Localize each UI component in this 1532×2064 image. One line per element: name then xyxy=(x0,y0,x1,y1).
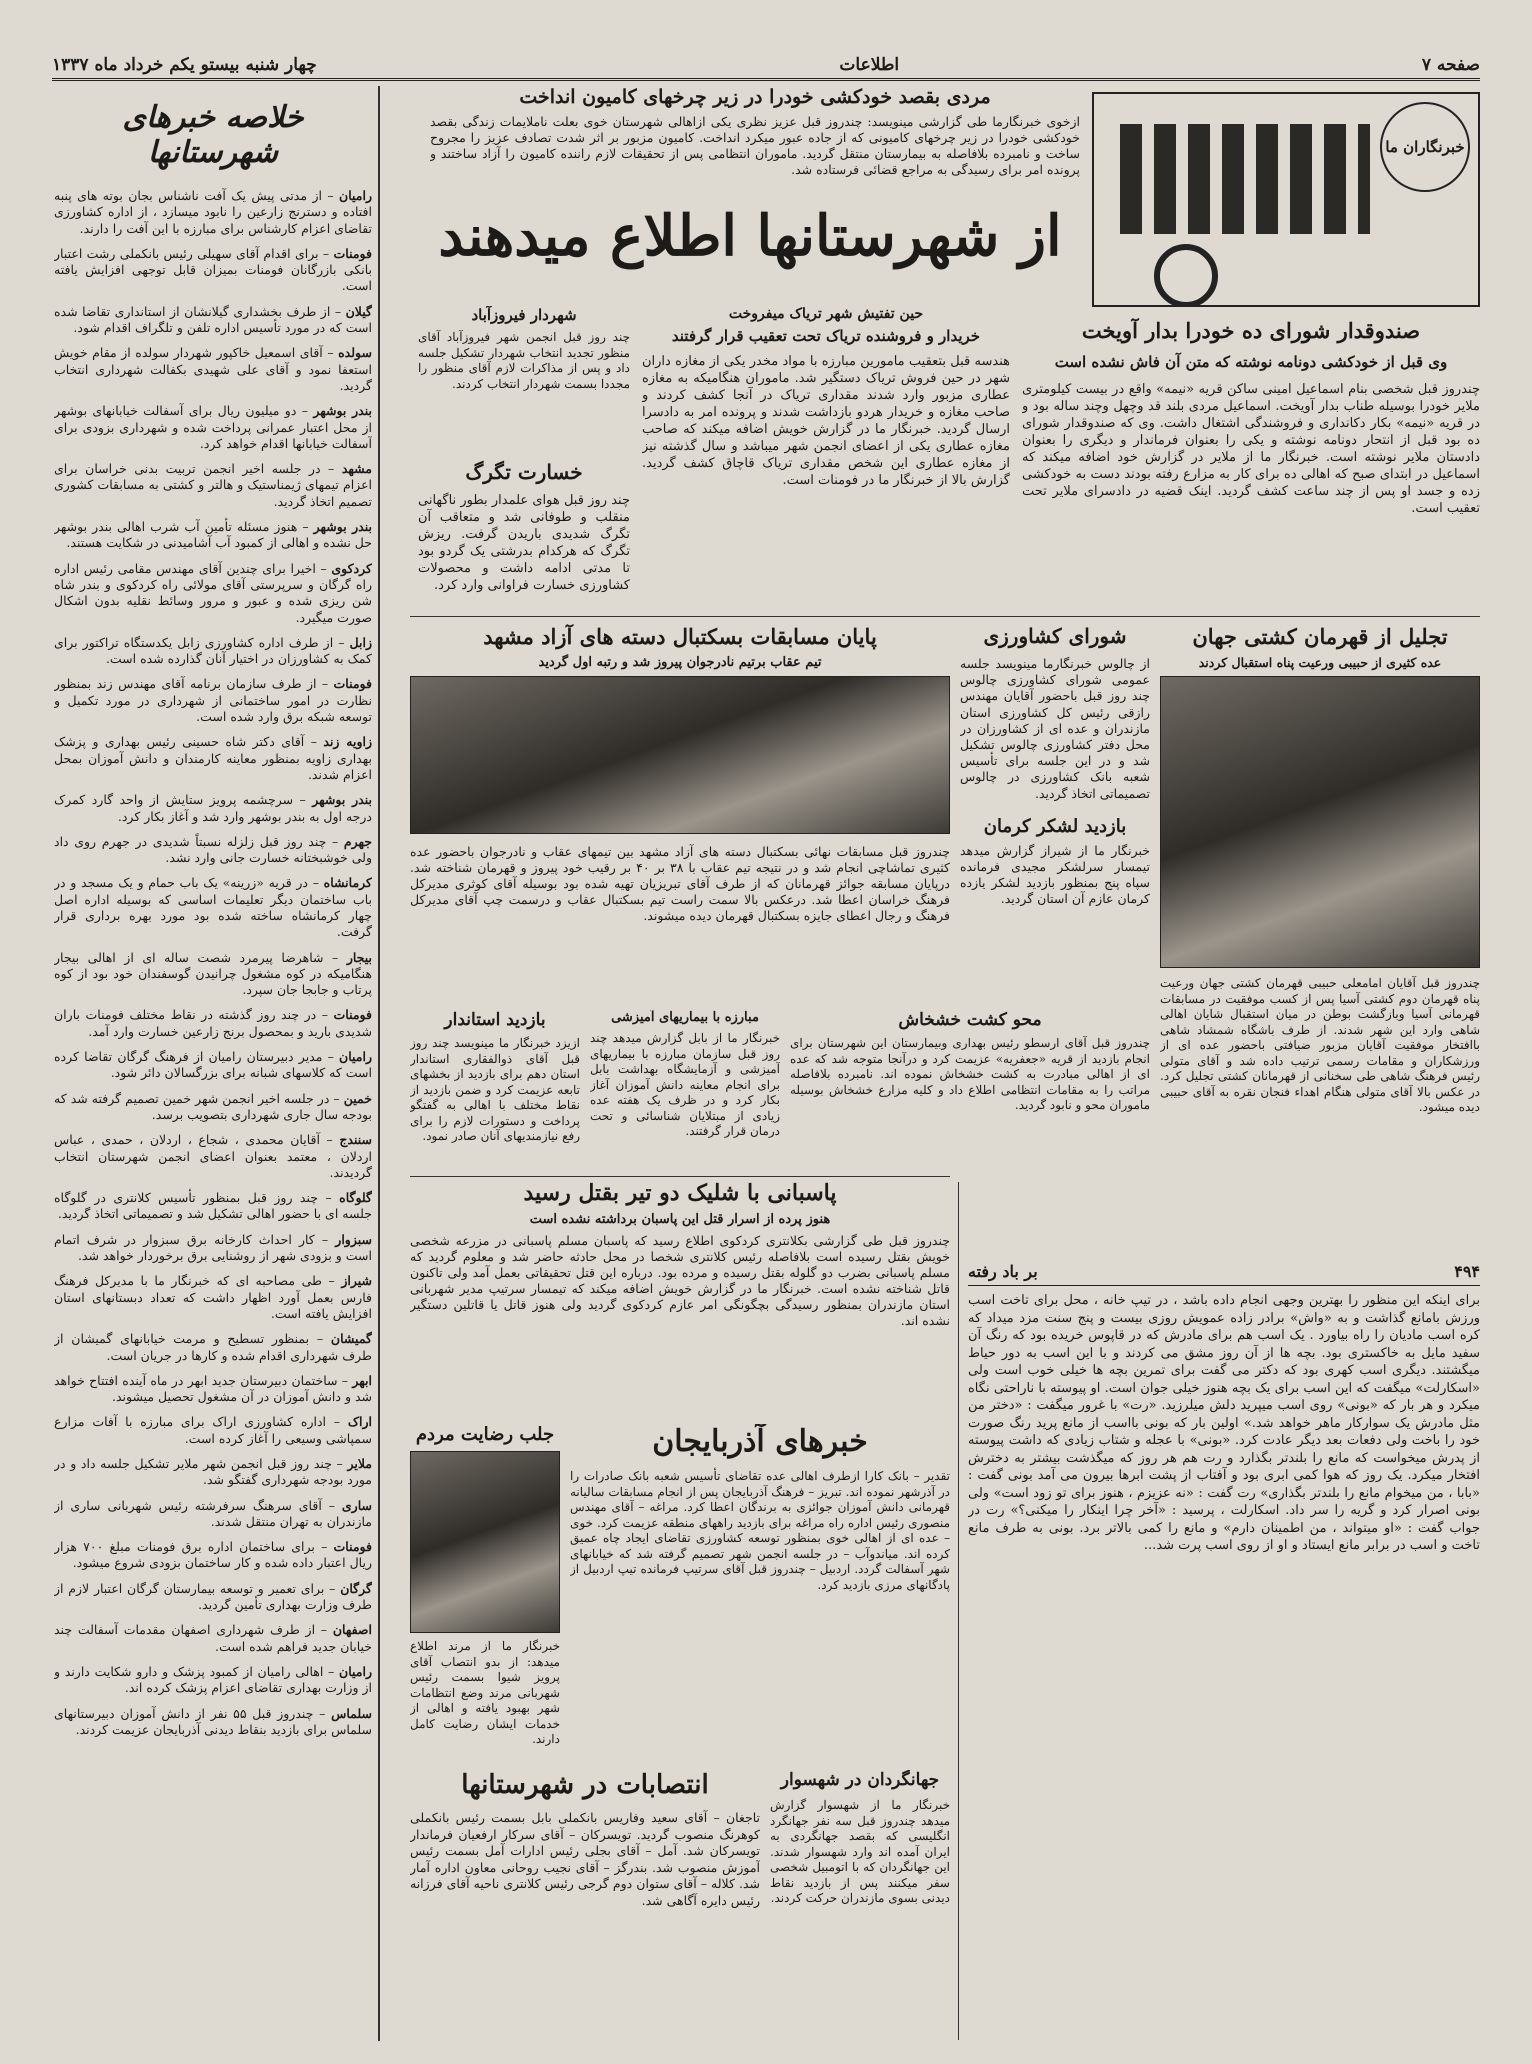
summary-item-city: ابهر xyxy=(352,1372,372,1388)
gratitude-title: جلب رضایت مردم xyxy=(415,1424,555,1445)
summary-item-text: – برای تعمیر و توسعه بیمارستان گرگان اعتبار لازم از طرف وزارت بهداری تأمین گردید. xyxy=(54,1580,372,1613)
summary-item xyxy=(54,1007,372,1040)
wrestler-subhead: عده کثیری از حبیبی ورعیت پناه استقبال کردند xyxy=(1198,655,1442,670)
summary-item-text: – آقایان محمدی ، شجاع ، اردلان ، حمدی ، عباس اردلان ، معتمد بعنوان اعضای انجمن شهرستان انتخاب گردیدند. xyxy=(54,1132,372,1180)
summary-item xyxy=(54,1049,372,1082)
summary-item-city: بندر بوشهر xyxy=(313,403,372,419)
gratitude-body: خبرنگار ما از مرند اطلاع میدهد: از بدو انتصاب آقای پرویز شیوا بسمت رئیس شهربانی مرند وضع انتظامات شهر بهبود یافته و اهالی از خدمات ایشان رضایت کامل دارند. xyxy=(410,1639,560,1746)
column-rule xyxy=(378,86,380,2041)
section-rule xyxy=(410,1176,950,1177)
summary-item xyxy=(54,1414,372,1447)
appointments-body: تاجغان – آقای سعید وفاریس بانکملی بابل بسمت رئیس بانکملی کوهرنگ منصوب گردید. تویسرکان – آقای سرکار ارفعیان فرماندار تویسرکان شد. آمل – آقای بجلی رئیس ادارات آمل بسمت رئیس آموزش منصوب شد. بندرگز – آقای نجیب روحانی معاون اداره آمار شد. کلاله – آقای ستوان دوم گرجی رئیس کلانتری ناحیه آقای فرزانه رئیس دایره آگاهی شد. xyxy=(410,1810,760,1908)
summary-item-text: – از طرف اداره کشاورزی زابل یکدستگاه تراکتور برای کمک به کشاورزان در اختیار آنان گذارده شده است. xyxy=(54,634,372,667)
azerbaijan-title: خبرهای آذربایجان xyxy=(652,1424,868,1459)
summary-item xyxy=(54,1373,372,1406)
summary-item-text: – دو میلیون ریال برای آسفالت خیابانهای بوشهر از محل اعتبار عمرانی پرداخت شده و شهرداری بزودی برای آسفالت خیابانها اقدام خواهد کرد. xyxy=(54,403,372,451)
wrestler-body: چندروز قبل آقایان امامعلی حبیبی قهرمان کشتی جهان ورعیت پناه قهرمان دوم کشتی آسیا پس از کسب موفقیت در مسابقات قهرمانی آسیا وبازگشت بوطن در میان استقبال شایان اهالی شاهی وارد این شهر شدند. از طرف باشگاه شمشاد شاهی باافتخار موفقیت آقایان مزبور ضیافتی باحضور عده ای از ورزشکاران و مقامات رسمی ترتیب داده شد و آقای متولی رئیس فرهنگ شاهی طی سخنانی از قهرمانان کشتی تجلیل کرد. در عکس بالا آقای متولی هنگام اهداء فنجان نقره به آقای حبیبی دیده میشود. xyxy=(1160,976,1480,1114)
serial-title: بر باد رفته xyxy=(968,1262,1038,1281)
summary-item-city: سولده xyxy=(338,345,372,361)
gratitude-story xyxy=(410,1424,560,1764)
summary-item-city: رامیان xyxy=(339,1049,372,1065)
summary-item xyxy=(54,1331,372,1364)
summary-item xyxy=(54,1706,372,1739)
brick-pattern xyxy=(1120,124,1370,234)
police-body: چندروز قبل طی گزارشی بکلانتری کردکوی اطلاع رسید که پاسبان مسلم پاسبانی در مزرعه شخصی خویش بقتل رسیده است بلافاصله رئیس کلانتری شخصا در محل حادثه حاضر شد و معلوم گردید که مسلم پاسبانی بضرب دو گلوله بقتل رسیده و مرده بود. درباره این قتل تحقیقاتی بعمل آمد ولی تاکنون قاتل شناخته نشده است. خبرنگار ما در گزارش خویش اضافه میکند که تیمسار سرتیپ مدیر شهربانی استان مازندران بمنظور رسیدگی بچگونگی امر عازم کردکوی گردید ولی هنوز قاتل یا قاتلین دستگیر نشده اند. xyxy=(410,1233,950,1328)
hail-body: چند روز قبل هوای علمدار بطور ناگهانی منقلب و طوفانی شد و متعاقب آن تگرگ شدیدی باریدن گرفت. ریزش تگرگ که هرکدام بدرشتی یک گردو بود تا مدتی ادامه داشت و محصولات کشاورزی خسارت فراوانی وارد کرد. xyxy=(418,493,630,593)
army-body: خبرنگار ما از شیراز گزارش میدهد تیمسار سرلشکر مجیدی فرمانده سپاه پنج بمنظور بازدید لشکر یازده کرمان عازم آن استان گردید. xyxy=(960,842,1150,907)
council-story xyxy=(1022,318,1480,618)
summary-list xyxy=(54,188,372,1738)
appointments-title: انتصابات در شهرستانها xyxy=(461,1770,709,1800)
summary-item-city: بندر بوشهر xyxy=(313,519,372,535)
summary-item-text: – اهالی رامیان از کمبود پزشک و دارو شکایت دارند و از وزارت بهداری تقاضای اعزام پزشک کرده اند. xyxy=(54,1663,372,1696)
summary-item xyxy=(54,1456,372,1489)
summary-item-city: زابل xyxy=(349,634,372,650)
basketball-body: چندروز قبل مسابقات نهائی بسکتبال دسته های آزاد مشهد بین تیمهای عقاب و نادرجوان باحضور عده کثیری تماشاچی انجام شد و در نتیجه تیم عقاب با ۳۸ بر ۴۰ بر رقیب خود پیروز و قهرمان شناخته شد. درپایان مسابقه جوائز قهرمانان که از طرف آقای تبریزیان تهیه شده بود بوسیله آقای کوثری مدیرکل فرهنگ خراسان اعطا شد. درعکس بالا سمت راست تیم بسکتبال عقاب و درسمت چپ آقای مدیرکل فرهنگ و رجال اعطای جایزه بسکتبال قهرمان دیده میشوند. xyxy=(410,844,950,923)
summary-item-city: جهرم xyxy=(343,833,372,849)
summary-item-city: اصفهان xyxy=(332,1622,372,1638)
agri-title: شورای کشاورزی xyxy=(983,624,1127,648)
summary-item-city: کردکوی xyxy=(331,560,372,576)
summary-item xyxy=(54,304,372,337)
summary-item xyxy=(54,676,372,725)
summary-item-city: رامیان xyxy=(339,1663,372,1679)
summary-item-city: ساری xyxy=(341,1497,372,1513)
banner-title: از شهرستانها اطلاع میدهند xyxy=(438,203,1062,269)
summary-item xyxy=(54,834,372,867)
appointments-story xyxy=(410,1770,760,2040)
summary-item xyxy=(54,561,372,626)
summary-item xyxy=(54,1622,372,1655)
summary-item-city: فومنات xyxy=(333,245,372,261)
summary-item-city: فومنات xyxy=(333,1539,372,1555)
tourist-story xyxy=(770,1770,950,2040)
summary-item xyxy=(54,635,372,668)
summary-item-text: – هنوز مسئله تأمین آب شرب اهالی بندر بوشهر حل نشده و اهالی از کمبود آب آشامیدنی در شکایت هستند. xyxy=(54,519,372,551)
firouzabad-body: چند روز قبل انجمن شهر فیروزآباد آقای منظور تجدید انتخاب شهردار تشکیل جلسه داد و پس از مذاکرات لازم آقای منظور را مجددا بسمت شهردار انتخاب کردند. xyxy=(418,330,630,391)
council-subhead: وی قبل از خودکشی دونامه نوشته که متن آن فاش نشده است xyxy=(1054,353,1448,371)
summary-item xyxy=(54,950,372,999)
summary-item xyxy=(54,1132,372,1181)
serial-body: برای اینکه این منظور را بهترین وجهی انجام داده باشد ، در تیپ خانه ، محل برای تاخت اسب ورزش بامانع گذاشت و به «واش» برادر زاده عمویش روزی بیست و پنج سنت مزد میداد که کره اسب مادیان را راه بیاورد . یک اسب هم برای مادرش که در قاپوس خریده بود که رنگ آن سفید مایل به خاکستری بود. بچه ها از آن روز مشق می کردند و با این اسب به دور حیاط میگشتند. دیگری اسب کهری بود که دکتر می گفت برای تمرین بچه ها خیلی خوب است ولی «اسکارلت» میگفت که این اسب برای یک بچه هنوز خیلی جوان است. او پیوسته با ناراحتی نگاه میکرد و هر بار که «بونی» روی اسب میپرید دلش میلرزید. «رت» با غرور میگفت : «دختر من مثل مادرش یک سوارکار ماهر خواهد شد.» اولین بار که بونی بااسب از مانع پرید رنگ صورت خود را باخت ولی دفعات بعد دیگر عادت کرد. «بونی» با عجله و شتاب زیادی که داشت پیوسته از پدرش میخواست که مانع را بلندتر بگذارد و رت هم هر روز که میگذشت بیشتر به دخترش افتخار میکرد. یک روز که هوا کمی ابری بود و آفتاب از پشت ابرها بیرون می آمد بونی گفت : «بابا ، من میخوام مانع را بلندتر بگذاری» رت گفت : «نه عزیزم ، هنوز برای تو زود است» ولی بونی اصرار کرد و گریه را سر داد. اسکارلت ، پرسید : «آخر چرا اینکار را میکنی؟» رت در جواب گفت : «او میتواند ، من اطمینان دارم» و مانع را کمی بالاتر برد. بونی به طرف مانع تاخت و اسب در برابر مانع ایستاد و او از روی اسب پرت شد... xyxy=(968,1293,1480,1553)
summary-item-text: – اخیرا برای چندین آقای مهندس مقامی رئیس اداره راه گرگان و سرپرستی آقای مولائی راه کردکوی و بندر شاه شن ریزی شده و عبور و مرور وسائط نقلیه بدون اشکال صورت میگیرد. xyxy=(54,560,372,625)
summary-column xyxy=(54,90,372,2040)
tourist-title: جهانگردان در شهسوار xyxy=(780,1770,940,1790)
summary-item xyxy=(54,1091,372,1124)
summary-item-text: – ساختمان دبیرستان جدید ابهر در ماه آینده افتتاح خواهد شد و دانش آموزان در آن مشغول تحصیل میشوند. xyxy=(54,1372,372,1405)
wrestler-story xyxy=(1160,624,1480,1144)
summary-item-city: گمیشان xyxy=(330,1331,372,1347)
malaria-story xyxy=(590,1010,780,1170)
summary-title: خلاصه خبرهای شهرستانها xyxy=(122,100,304,170)
issue-date: چهار شنبه بیستو یکم خرداد ماه ۱۳۳۷ xyxy=(52,55,317,75)
summary-item-text: – چندروز قبل ۵۵ نفر از دانش آموزان دبیرستانهای سلماس برای بازدید بنقاط دیدنی آذربایجان عزیمت کردند. xyxy=(54,1705,372,1737)
summary-item-text: – در جلسه اخیر انجمن شهر خمین تصمیم گرفته شد که بودجه سال جاری شهرداری بتصویب برسد. xyxy=(54,1090,372,1122)
basketball-team-photo xyxy=(410,676,950,834)
opium-body: هندسه قبل بتعقیب مامورین مبارزه با مواد مخدر یکی از مغازه داران شهر در حین فروش تریاک دستگیر شد. ماموران هنگامیکه به مغازه عطاری مزبور وارد شدند مقداری تریاک در آنجا کشف کردند و صاحب مغازه و خریدار هردو بازداشت شدند و پرونده امر به دادسرا ارسال گردید. خبرنگار ما در گزارش خویش اضافه میکند که صاحب مغازه عطاری یکی از اعضای انجمن شهر میباشد و سال گذشته نیز از مغازه عطاری این شخص مقداری تریاک قاچاق کشف گردید. گزارش بالا از خبرنگار ما در فومنات است. xyxy=(642,354,1010,488)
police-story xyxy=(410,1180,950,1430)
summary-item-text: – سرچشمه پرویز ستایش از واحد گارد کمرک درجه اول به بندر بوشهر وارد شد و آغاز بکار کرد. xyxy=(54,792,372,824)
summary-item-text: – در چند روز گذشته در نقاط مختلف فومنات باران شدیدی بارید و بمحصول برنج زارعین خسارت وارد آمد. xyxy=(54,1007,372,1039)
summary-item-city: خمین xyxy=(343,1090,372,1106)
poppy-title: محو کشت خشخاش xyxy=(898,1010,1042,1030)
badge-logo: خبرنگاران ما xyxy=(1380,102,1470,192)
masthead xyxy=(52,52,1480,81)
summary-item xyxy=(54,1232,372,1265)
azerbaijan-body: تقدیر – بانک کارا ازطرف اهالی عده تقاضای تأسیس شعبه بانک صادرات را در آذرشهر نموده اند. تبریز – فرهنگ آذربایجان پس از انجام مسابقات سالیانه قهرمانی دانش آموزان جوائزی به برندگان اعطا کرد. مراغه – آقای مهندس منصوری رئیس اداره راه مراغه برای بازدید راههای منطقه عزیمت کرد. خوی – عده ای از اهالی خوی بمنظور توسعه کشاورزی تقاضای ایجاد چاه عمیق کرده اند. میاندوآب – در جلسه انجمن شهر تصمیم گرفته شد که خیابانهای شهر آسفالت گردد. اردبیل – چندروز قبل آقای سرتیپ فرمانده تیپ اردبیل از پادگانهای مرزی بازدید کرد. xyxy=(570,1469,950,1592)
summary-item-city: شیراز xyxy=(341,1273,372,1289)
summary-item xyxy=(54,792,372,825)
summary-item-text: – از مدتی پیش یک آفت ناشناس بجان بوته های پنبه افتاده و دسترنج زارعین را نابود میسازد ، از اداره کشاورزی تقاضای اعزام کارشناس برای مبارزه با این آفت را دارند. xyxy=(54,188,372,236)
summary-item xyxy=(54,246,372,295)
page-number: صفحه ۷ xyxy=(1421,55,1480,75)
portrait-photo xyxy=(410,1451,560,1633)
summary-item xyxy=(54,1581,372,1614)
banner-graphic xyxy=(1092,92,1480,307)
governor-title: بازدید استاندار xyxy=(444,1010,546,1030)
top-story-headline: مردی بقصد خودکشی خودرا در زیر چرخهای کامیون انداخت xyxy=(519,86,991,108)
summary-item xyxy=(54,519,372,552)
summary-item-text: – چند روز قبل زلزله نسبتاً شدیدی در جهرم روی داد ولی خوشبختانه خسارت جانی وارد نشد. xyxy=(54,833,372,866)
serial-header xyxy=(968,1262,1480,1286)
summary-item-city: سبزوار xyxy=(335,1231,372,1247)
summary-item xyxy=(54,1273,372,1322)
summary-item-city: سلماس xyxy=(331,1705,372,1721)
serial-number: ۴۹۴ xyxy=(1454,1262,1480,1281)
poppy-story xyxy=(790,1010,1150,1170)
agri-body: از چالوس خبرنگارما مینویسد جلسه عمومی شورای کشاورزی چالوس چند روز قبل باحضور آقایان مهندس رازقی رئیس کل کشاورزی استان مازندران و عده ای از کشاورزان در محل دفتر کشاورزی چالوس تشکیل شد و در این جلسه برای تأسیس شعبه بانک کشاورزی در چالوس تصمیماتی اتخاذ گردید. xyxy=(960,656,1150,801)
summary-item-text: – مدیر دبیرستان رامیان از فرهنگ گرگان تقاضا کرده است که کلاسهای شبانه برای بزرگسالان دائر شود. xyxy=(54,1049,372,1081)
summary-item-text: – در جلسه اخیر انجمن تربیت بدنی خراسان برای اعزام تیمهای ژیمناستیک و هالتر و کشتی به مسابقات کشوری تصمیم اتخاذ گردید. xyxy=(54,461,372,509)
tourist-body: خبرنگار ما از شهسوار گزارش میدهد چندروز قبل سه نفر جهانگرد انگلیسی که بقصد جهانگردی به ایران آمده اند وارد شهسوار شدند. این جهانگردان که با اتومبیل شخصی سفر میکنند پس از بازدید نقاط دیدنی بسوی مازندران حرکت کردند. xyxy=(770,1798,950,1905)
police-headline: پاسبانی با شلیک دو تیر بقتل رسید xyxy=(523,1180,837,1206)
basketball-subhead: تیم عقاب برتیم نادرجوان پیروز شد و رتبه اول گردید xyxy=(538,655,822,670)
summary-item-text: – آقای دکتر شاه حسینی رئیس بهداری و پزشک بهداری زاویه بمنظور معاینه کارمندان و دانش آموزان بمحل اعزام شدند. xyxy=(54,734,372,782)
governor-story xyxy=(410,1010,580,1170)
serial-story xyxy=(968,1262,1480,2040)
governor-body: ازیزد خبرنگار ما مینویسد چند روز قبل آقای ذوالفقاری استاندار استان دهم برای بازدید از بخشهای تابعه عزیمت کرد و ضمن بازدید از نقاط مختلف با اهالی به گفتگو پرداخت و دستورات لازم را برای رفع نیازمندیهای آنان صادر نمود. xyxy=(410,1036,580,1143)
council-headline: صندوقدار شورای ده خودرا بدار آویخت xyxy=(1081,318,1421,343)
section-rule xyxy=(410,616,1480,617)
summary-item-city: گیلان xyxy=(345,303,372,319)
army-title: بازدید لشکر کرمان xyxy=(983,815,1127,837)
summary-item-text: – بمنظور تسطیح و مرمت خیابانهای گمیشان از طرف شهرداری اقدام شده و کارها در جریان است. xyxy=(54,1331,372,1363)
telephone-dial-icon xyxy=(1154,244,1218,307)
summary-item-text: – در قریه «زرینه» یک باب حمام و یک مسجد و در باب ساختمان دیگر تعلیمات اساسی که بوسیله اداره اصل چهار کرمانشاه ساخته شده بود مورد بهره برداری قرار گرفت. xyxy=(54,875,372,940)
opium-kicker: حین تفتیش شهر تریاک میفروخت xyxy=(728,306,924,322)
top-story xyxy=(430,86,1080,191)
summary-item-city: مشهد xyxy=(341,461,372,477)
paper-name: اطلاعات xyxy=(839,55,900,75)
summary-item xyxy=(54,875,372,940)
summary-item-city: بیجار xyxy=(346,949,372,965)
agri-story xyxy=(960,624,1150,994)
hail-title: خسارت تگرگ xyxy=(465,460,583,484)
council-body: چندروز قبل شخصی بنام اسماعیل امینی ساکن قریه «نیمه» واقع در بیست کیلومتری ملایر خودرا بوسیله طناب بدار آویخت. اسماعیل مردی بلند قد وچهل وچند ساله بود و در قریه «نیمه» بکار دکانداری و فروشندگی اشتغال داشت. وی که صندوقدار شورای ده بود قبل از انتحار دونامه نوشته و یکی را بعنوان فرماندار و دیگری را بعنوان دادستان ملایر نوشته است. خبرنگار ما از ملایر در گزارش خود اضافه میکند که اسماعیل در ابتدای صبح که اهالی ده برای کار به مزارع رفته بودند دست به خودکشی زده و جسد او پس از چند ساعت کشف گردید. اینک قضیه در دادسرای ملایر تحت تعقیب است. xyxy=(1022,382,1480,516)
firouzabad-title: شهردار فیروزآباد xyxy=(471,306,577,324)
summary-item-text: – کار احداث کارخانه برق سبزوار در شرف اتمام است و بزودی شهر از روشنایی برق برخوردار خواهد شد. xyxy=(54,1231,372,1264)
top-story-body: ازخوی خبرنگارما طی گزارشی مینویسد: چندروز قبل عزیز نظری یکی ازاهالی شهرستان خوی بعلت ناملایمات زندگی بقصد خودکشی خودرا در زیر چرخهای کامیونی که از جاده عبور میکرد انداخت. کامیون مزبور بر اثر شدت تصادف عزیز را مجروح ساخت و نامبرده بلافاصله به بیمارستان منتقل گردید. ماموران انتظامی پس از تحقیقات لازم راننده کامیون را آزاد ساختند و پرونده امر برای رسیدگی به مراجع قضائی فرستاده شد. xyxy=(430,114,1080,177)
summary-item-city: ملایر xyxy=(347,1456,372,1471)
summary-item-city: سنندج xyxy=(339,1132,372,1148)
summary-item xyxy=(54,461,372,510)
summary-item-text: – آقای سرهنگ سرفرشته رئیس شهربانی ساری از مازندران به تهران منتقل شدند. xyxy=(54,1497,372,1529)
summary-item-city: گلوگاه xyxy=(339,1190,372,1206)
basketball-headline: پایان مسابقات بسکتبال دسته های آزاد مشهد xyxy=(483,624,877,649)
summary-item xyxy=(54,1664,372,1697)
summary-item-text: – برای ساختمان اداره برق فومنات مبلغ ۷۰۰ هزار ریال اعتبار داده شده و کار ساختمان بزودی شروع میشود. xyxy=(54,1539,372,1571)
summary-item-city: گرگان xyxy=(340,1580,372,1596)
summary-item xyxy=(54,1190,372,1223)
summary-item-city: کرمانشاه xyxy=(323,875,372,891)
summary-item xyxy=(54,1498,372,1531)
summary-item-text: – طی مصاحبه ای که خبرنگار ما با مدیرکل فرهنگ فارس بعمل آورد اظهار داشت که تعداد دبستانهای استان افزایش یافته است. xyxy=(54,1273,372,1321)
summary-item-text: – آقای اسمعیل خاکپور شهردار سولده از مقام خویش استعفا نمود و آقای علی شهیدی بکفالت شهرداری انتخاب گردید. xyxy=(54,345,372,393)
summary-item-text: – برای اقدام آقای سهیلی رئیس بانکملی رشت اعتبار بانکی بازرگانان فومنات بمیزان قابل توجهی افزایش یافته است. xyxy=(54,245,372,294)
summary-item-text: – شاهرضا پیرمرد شصت ساله ای از اهالی بیجار هنگامیکه در کوه مشغول چرانیدن گوسفندان خود بود از کوه پرتاب و جابجا جان سپرد. xyxy=(54,949,372,998)
summary-item-text: – از طرف بخشداری گیلانشان از استانداری تقاضا شده است که در مورد تأسیس اداره تلفن و تلگراف اقدام شود. xyxy=(54,303,372,336)
summary-item-city: فومنات xyxy=(333,1007,372,1023)
summary-item-text: – اداره کشاورزی اراک برای مبارزه با آفات مزارع سمپاشی وسیعی را آغاز کرده است. xyxy=(54,1414,372,1446)
basketball-story xyxy=(410,624,950,1004)
hail-story xyxy=(418,460,630,620)
summary-item xyxy=(54,403,372,452)
column-rule xyxy=(958,1182,959,2040)
opium-story xyxy=(642,306,1010,616)
summary-item xyxy=(54,1539,372,1572)
firouzabad-story xyxy=(418,306,630,456)
summary-item-city: زاویه زند xyxy=(323,734,372,750)
wrestler-photo xyxy=(1160,676,1480,968)
summary-item-text: – چند روز قبل انجمن شهر ملایر تشکیل جلسه داد و در مورد بودجه شهرداری گفتگو شد. xyxy=(54,1456,372,1488)
summary-item-text: – از طرف شهرداری اصفهان مقدمات آسفالت چند خیابان جدید فراهم شده است. xyxy=(54,1622,372,1654)
poppy-body: چندروز قبل آقای ارسطو رئیس بهداری وبیمارستان این شهرستان برای انجام بازدید از قریه «جعفریه» عزیمت کرد و درآنجا متوجه شد که عده ای از اهالی مبادرت به کشت خشخاش نموده اند. نامبرده بلافاصله مراتب را به مقامات انتظامی اطلاع داد و کلیه مزارع خشخاش بوسیله ماموران محو و نابود گردید. xyxy=(790,1036,1150,1112)
police-subhead: هنوز پرده از اسرار قتل این پاسبان برداشته نشده است xyxy=(529,1212,831,1227)
opium-headline: خریدار و فروشنده تریاک تحت تعقیب قرار گرفتند xyxy=(671,327,981,345)
malaria-title: مبارزه با بیماریهای آمیزشی xyxy=(611,1010,759,1025)
summary-item-city: رامیان xyxy=(339,188,372,203)
summary-item xyxy=(54,345,372,394)
summary-item-text: – چند روز قبل بمنظور تأسیس کلانتری در گلوگاه جلسه ای با حضور اهالی تشکیل شد و تصمیماتی اتخاذ گردید. xyxy=(54,1190,372,1222)
summary-item-city: اراک xyxy=(347,1414,372,1430)
wrestler-headline: تجلیل از قهرمان کشتی جهان xyxy=(1192,624,1448,649)
summary-item-text: – از طرف سازمان برنامه آقای مهندس زند بمنظور نظارت در امور ساختمانی از شهرداری در مورد تکمیل و توسعه شبکه برق وارد شده است. xyxy=(54,676,372,725)
summary-item-city: بندر بوشهر xyxy=(312,792,372,808)
summary-item xyxy=(54,188,372,237)
azerbaijan-story xyxy=(570,1424,950,1764)
summary-item-city: فومنات xyxy=(333,676,372,692)
summary-item xyxy=(54,734,372,783)
malaria-body: خبرنگار ما از بابل گزارش میدهد چند روز قبل سازمان مبارزه با بیماریهای آمیزشی و آزمایشگاه بهداشت بابل برای انجام معاینه دانش آموزان آغاز بکار کرد و در ظرف یک هفته عده زیادی از مبتلایان شناسائی و تحت درمان قرار گرفتند. xyxy=(590,1031,780,1138)
